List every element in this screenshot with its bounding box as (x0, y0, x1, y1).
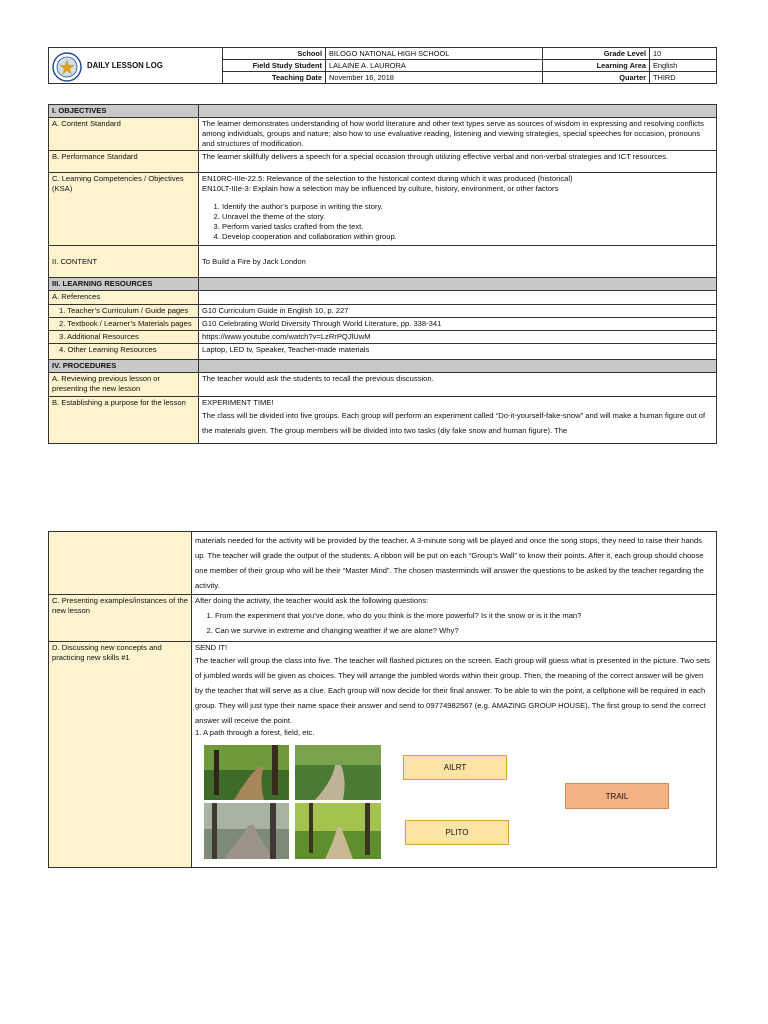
learners-materials-text: G10 Celebrating World Diversity Through World Literature, pp. 338-341 (199, 318, 717, 331)
purpose-cell (199, 397, 717, 444)
school-label: School (223, 48, 326, 60)
grade-level-value: 10 (650, 48, 717, 60)
review-row (49, 373, 717, 397)
discussing-label: D. Discussing new concepts and practicing new skills #1 (49, 642, 192, 868)
competency-2: EN10LT-IIIe-3: Explain how a selection may be influenced by culture, history, environment, or other factors (202, 184, 559, 193)
learners-materials-label: 2. Textbook / Learner’s Materials pages (49, 318, 199, 331)
grade-level-label: Grade Level (543, 48, 650, 60)
review-label: A. Reviewing previous lesson or presenting the new lesson (49, 373, 199, 397)
item-1: 1. A path through a forest, field, etc. (195, 728, 315, 737)
references-label: A. References (49, 291, 199, 305)
teachers-guide-label: 1. Teacher’s Curriculum / Guide pages (49, 305, 199, 318)
objective-item: 1. Identify the author’s purpose in writing the story. (222, 202, 713, 212)
competency-1: EN10RC-IIIe-22.5: Relevance of the selection to the historical context during which it was produced (historical) (202, 174, 573, 183)
presenting-label: C. Presenting examples/instances of the new lesson (49, 595, 192, 642)
performance-standard-label: B. Performance Standard (49, 151, 199, 173)
answer-box (565, 783, 669, 809)
content-standard-label: A. Content Standard (49, 118, 199, 151)
learning-area-value: English (650, 60, 717, 72)
student-label: Field Study Student (223, 60, 326, 72)
review-text: The teacher would ask the students to recall the previous discussion. (199, 373, 717, 397)
date-value: November 16, 2018 (326, 72, 543, 84)
additional-resources-row (49, 331, 717, 344)
continuation-text: materials needed for the activity will be provided by the teacher. A 3-minute song will be played and once the song stops, they need to raise their hands up. The teacher will grade the output of the students. A ribbon will be put on each “Group’s Wall” to know their points. After it, each group should choose one member of their group who will be their “Master Mind”. The chosen masterminds will answer the questions to be asked by the teacher regarding the activity. (195, 536, 704, 590)
question-item: 1. From the experiment that you’ve done, who do you think is the more powerful? Is it the snow or is it the man? (215, 608, 713, 623)
other-resources-label: 4. Other Learning Resources (49, 344, 199, 360)
continuation-row (49, 532, 717, 595)
learners-materials-row (49, 318, 717, 331)
presenting-row (49, 595, 717, 642)
questions-list (195, 608, 713, 638)
header-table (48, 47, 717, 84)
trail-photo-2 (295, 745, 381, 800)
content-text: To Build a Fire by Jack London (199, 246, 717, 278)
presenting-cell (192, 595, 717, 642)
references-row (49, 291, 717, 305)
content-standard-row (49, 118, 717, 151)
quarter-value: THIRD (650, 72, 717, 84)
quarter-label: Quarter (543, 72, 650, 84)
additional-resources-link[interactable]: https://www.youtube.com/watch?v=LzRrPQJlUwM (199, 331, 717, 344)
lesson-table-page2 (48, 531, 717, 868)
procedures-heading: IV. PROCEDURES (49, 360, 199, 373)
discussing-row (49, 642, 717, 868)
header-title: DAILY LESSON LOG (87, 61, 163, 70)
other-resources-row (49, 344, 717, 360)
teachers-guide-row (49, 305, 717, 318)
content-standard-text: The learner demonstrates understanding of how world literature and other text types serve as sources of wisdom in expressing and resolving conflicts among individuals, groups and nature; also how to use evaluative reading, listening and viewing strategies, special speeches for occasion, pronouns and structures of modification. (199, 118, 717, 151)
objectives-list (202, 202, 713, 242)
performance-standard-text: The learner skillfully delivers a speech for a special occasion through utilizing effective verbal and non-verbal strategies and ICT resources. (199, 151, 717, 173)
performance-standard-row (49, 151, 717, 173)
trail-photo-1 (204, 745, 289, 800)
date-label: Teaching Date (223, 72, 326, 84)
continuation-cell (192, 532, 717, 595)
other-resources-text: Laptop, LED tv, Speaker, Teacher-made materials (199, 344, 717, 360)
purpose-text: The class will be divided into five groups. Each group will perform an experiment called “Do-it-yourself-fake-snow” and will make a human figure out of the materials given. The group members will be divided into two tasks (diy fake snow and human figure). The (202, 411, 706, 435)
objective-item: 2. Unravel the theme of the story. (222, 212, 713, 222)
learning-area-label: Learning Area (543, 60, 650, 72)
content-row (49, 246, 717, 278)
lesson-table-page1 (48, 104, 717, 444)
competencies-cell (199, 173, 717, 246)
content-label: II. CONTENT (49, 246, 199, 278)
discussing-title: SEND IT! (195, 643, 228, 652)
procedures-row (49, 360, 717, 373)
purpose-row (49, 397, 717, 444)
resources-row (49, 278, 717, 291)
purpose-label: B. Establishing a purpose for the lesson (49, 397, 199, 444)
objectives-heading: I. OBJECTIVES (49, 105, 199, 118)
competencies-label: C. Learning Competencies / Objectives (KSA) (49, 173, 199, 246)
objective-item: 3. Perform varied tasks crafted from the text. (222, 222, 713, 232)
school-value: BILOGO NATIONAL HIGH SCHOOL (326, 48, 543, 60)
resources-heading: III. LEARNING RESOURCES (49, 278, 199, 291)
question-item: 2. Can we survive in extreme and changing weather if we are alone? Why? (215, 623, 713, 638)
trail-photo-4 (295, 803, 381, 859)
choice-box-2 (405, 820, 509, 845)
objectives-row (49, 105, 717, 118)
purpose-title: EXPERIMENT TIME! (202, 398, 274, 407)
competencies-row (49, 173, 717, 246)
discussing-text: The teacher will group the class into five. The teacher will flashed pictures on the screen. Each group will guess what is presented in the picture. Two sets of jumbled words will be given as choices. They will arrange the jumbled words within their group. Then, the meaning of the correct answer will be given by the teacher that will serve as a clue. Each group will now decide for their final answer. To be able to win the point, a cellphone will be required in each group. They will just type their name space their answer and send to 09774982567 (e.g. AMAZING GROUP HOUSE). The first group to send the correct answer will receive the point. (195, 656, 711, 725)
teachers-guide-text: G10 Curriculum Guide in English 10, p. 227 (199, 305, 717, 318)
choice-box-1 (403, 755, 507, 780)
trail-photo-3 (204, 803, 289, 859)
additional-resources-label: 3. Additional Resources (49, 331, 199, 344)
presenting-text: After doing the activity, the teacher would ask the following questions: (195, 596, 429, 605)
objective-item: 4. Develop cooperation and collaboration within group. (222, 232, 713, 242)
student-value: LALAINE A. LAURORA (326, 60, 543, 72)
header-title-cell (49, 48, 223, 84)
answer-text: TRAIL (605, 791, 629, 801)
choice-2-text: PLITO (445, 828, 469, 837)
choice-1-text: AILRT (443, 763, 467, 772)
